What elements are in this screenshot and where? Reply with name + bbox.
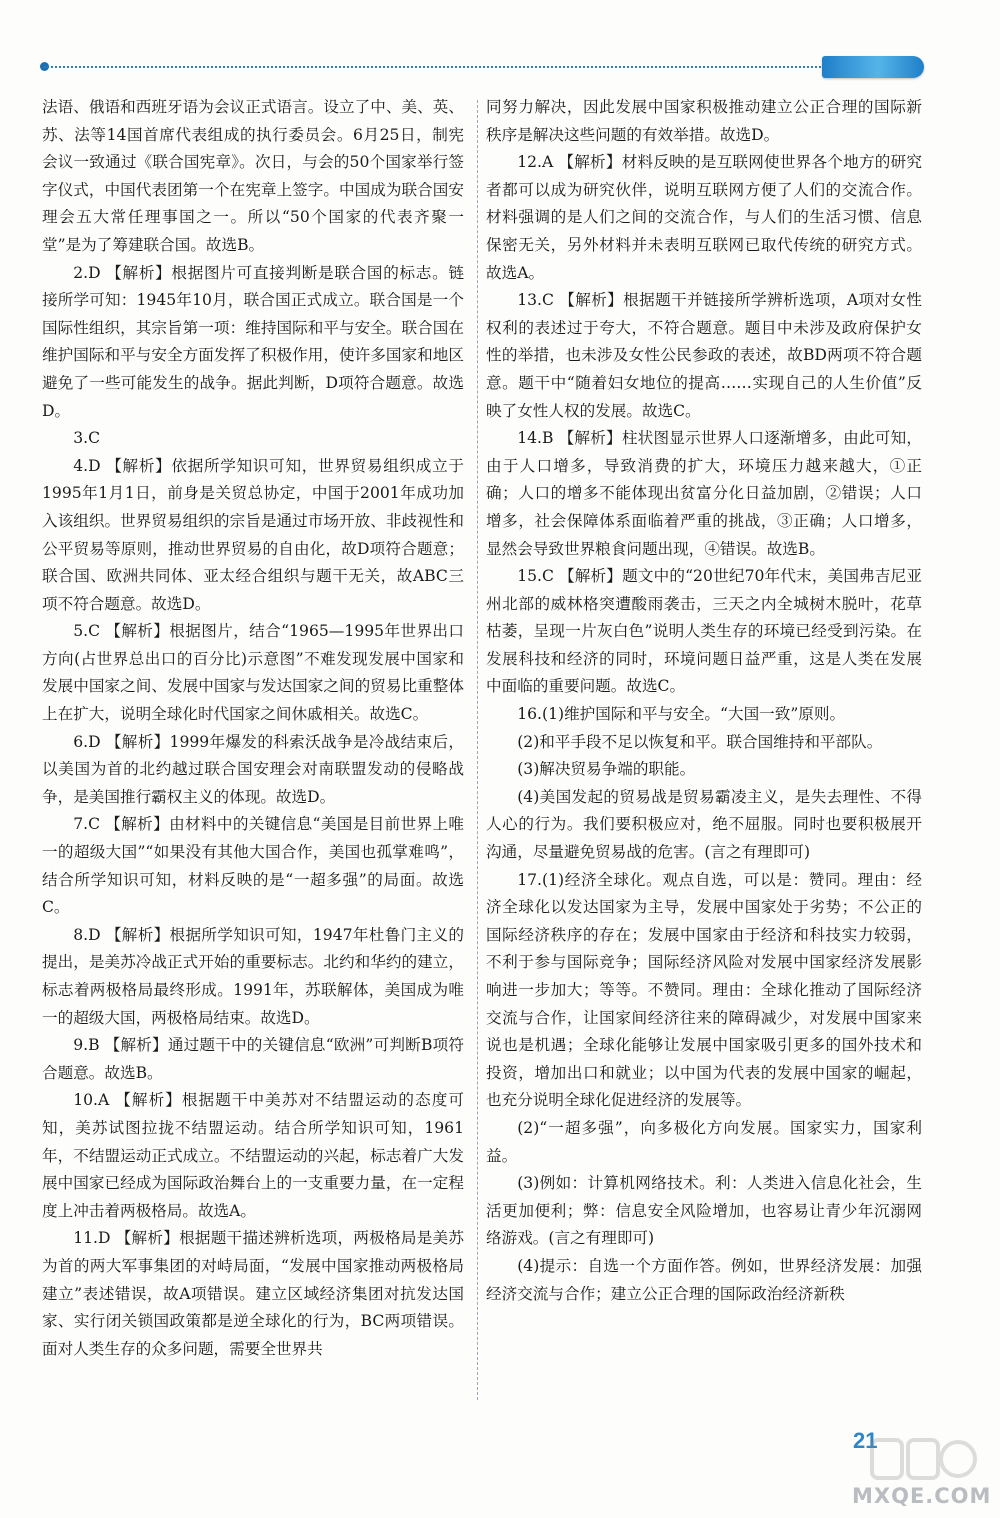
answer-paragraph: (4)提示：自选一个方面作答。例如，世界经济发展：加强经济交流与合作；建立公正合理的国际政治经济新秩 [486, 1256, 922, 1303]
answer-paragraph: 16.(1)维护国际和平与安全。“大国一致”原则。 [517, 705, 846, 724]
answer-paragraph: 5.C 【解析】根据图片，结合“1965—1995年世界出口方向(占世界总出口的百分比)示意图”不难发现发展中国家和发展中国家之间、发展中国家与发达国家之间的贸易比重整体上在扩大，说明全球化时代国家之间休戚相关。故选C。 [42, 622, 464, 724]
right-column [486, 94, 922, 1308]
answer-paragraph: (4)美国发起的贸易战是贸易霸凌主义，是失去理性、不得人心的行为。我们要积极应对，绝不屈服。同时也要积极展开沟通，尽量避免贸易战的危害。(言之有理即可) [486, 787, 922, 862]
answer-paragraph: 10.A 【解析】根据题干中美苏对不结盟运动的态度可知，美苏试图拉拢不结盟运动。结合所学知识可知，1961年，不结盟运动正式成立。不结盟运动的兴起，标志着广大发展中国家已经成为国际政治舞台上的一支重要力量，在一定程度上冲击着两极格局。故选A。 [42, 1091, 464, 1220]
header-badge [822, 56, 924, 78]
header-dotted-rule [44, 66, 829, 68]
answer-paragraph: (3)例如：计算机网络技术。利：人类进入信息化社会，生活更加便利；弊：信息安全风险增加，也容易让青少年沉溺网络游戏。(言之有理即可) [486, 1174, 922, 1248]
answer-paragraph: 14.B 【解析】柱状图显示世界人口逐渐增多，由此可知，由于人口增多，导致消费的扩大，环境压力越来越大，①正确；人口的增多不能体现出贫富分化日益加剧，②错误；人口增多，社会保障体系面临着严重的挑战，③正确；人口增多，显然会导致世界粮食问题出现，④错误。故选B。 [486, 429, 922, 558]
answer-circle-icon [870, 1436, 978, 1482]
answer-paragraph: 13.C 【解析】根据题干并链接所学辨析选项，A项对女性权利的表述过于夸大，不符合题意。题目中未涉及政府保护女性的举措，也未涉及女性公民参政的表述，故BD两项不符合题意。题干中“随着妇女地位的提高……实现自己的人生价值”反映了女性人权的发展。故选C。 [486, 291, 922, 420]
answer-paragraph: 15.C 【解析】题文中的“20世纪70年代末，美国弗吉尼亚州北部的威林格突遭酸雨袭击，三天之内全城树木脱叶，花草枯萎，呈现一片灰白色”说明人类生存的环境已经受到污染。在发展科技和经济的同时，环境问题日益严重，这是人类在发展中面临的重要问题。故选C。 [486, 567, 922, 696]
left-column [42, 94, 464, 1363]
column-divider [477, 100, 478, 1400]
answer-paragraph: 3.C [73, 429, 100, 448]
answer-paragraph: (2)“一超多强”，向多极化方向发展。国家实力，国家利益。 [486, 1118, 922, 1165]
answer-paragraph: 11.D 【解析】根据题干描述辨析选项，两极格局是美苏为首的两大军事集团的对峙局面，“发展中国家推动两极格局建立”表述错误，故A项错误。建立区域经济集团对抗发达国家、实行闭关锁国政策都是逆全球化的行为，BC两项错误。面对人类生存的众多问题，需要全世界共 [42, 1229, 464, 1358]
answer-paragraph: 17.(1)经济全球化。观点自选，可以是：赞同。理由：经济全球化以发达国家为主导，发展中国家处于劣势；不公正的国际经济秩序的存在；发展中国家由于经济和科技实力较弱，不利于参与国际竞争；国际经济风险对发展中国家经济发展影响进一步加大；等等。不赞同。理由：全球化推动了国际经济交流与合作，让国家间经济往来的障碍减少，对发展中国家来说也是机遇；全球化能够让发展中国家吸引更多的国外技术和投资，增加出口和就业；以中国为代表的发展中国家的崛起，也充分说明全球化促进经济的发展等。 [486, 870, 922, 1110]
answer-paragraph: 7.C 【解析】由材料中的关键信息“美国是目前世界上唯一的超级大国”“如果没有其他大国合作，美国也孤掌难鸣”，结合所学知识可知，材料反映的是“一超多强”的局面。故选C。 [42, 815, 464, 917]
answer-paragraph: 4.D 【解析】依据所学知识可知，世界贸易组织成立于1995年1月1日，前身是关贸总协定，中国于2001年成功加入该组织。世界贸易组织的宗旨是通过市场开放、非歧视性和公平贸易等原则，推动世界贸易的自由化，故D项符合题意；联合国、欧洲共同体、亚太经合组织与题干无关，故ABC三项不符合题意。故选D。 [42, 456, 464, 613]
answer-paragraph: 9.B 【解析】通过题干中的关键信息“欧洲”可判断B项符合题意。故选B。 [42, 1036, 464, 1082]
answer-paragraph: 6.D 【解析】1999年爆发的科索沃战争是冷战结束后，以美国为首的北约越过联合国安理会对南联盟发动的侵略战争，是美国推行霸权主义的体现。故选D。 [42, 732, 464, 806]
answer-paragraph: 12.A 【解析】材料反映的是互联网使世界各个地方的研究者都可以成为研究伙伴，说明互联网方便了人们的交流合作。材料强调的是人们之间的交流合作，与人们的生活习惯、信息保密无关，另外材料并未表明互联网已取代传统的研究方式。故选A。 [486, 153, 922, 282]
answer-paragraph: (3)解决贸易争端的职能。 [517, 760, 696, 779]
watermark-text: MXQE.COM [852, 1484, 992, 1508]
answer-paragraph: 法语、俄语和西班牙语为会议正式语言。设立了中、美、英、苏、法等14国首席代表组成的执行委员会。6月25日，制宪会议一致通过《联合国宪章》。次日，与会的50个国家举行签字仪式，中国代表团第一个在宪章上签字。中国成为联合国安理会五大常任理事国之一。所以“50个国家的代表齐聚一堂”是为了筹建联合国。故选B。 [42, 98, 464, 254]
answer-paragraph: 同努力解决，因此发展中国家积极推动建立公正合理的国际新秩序是解决这些问题的有效举措。故选D。 [486, 98, 922, 144]
page-number: 21 [853, 1428, 878, 1453]
answer-paragraph: 8.D 【解析】根据所学知识可知，1947年杜鲁门主义的提出，是美苏冷战正式开始的重要标志。北约和华约的建立，标志着两极格局最终形成。1991年，苏联解体，美国成为唯一的超级大国，两极格局结束。故选D。 [42, 925, 464, 1027]
answer-paragraph: (2)和平手段不足以恢复和平。联合国维持和平部队。 [517, 732, 883, 751]
answer-paragraph: 2.D 【解析】根据图片可直接判断是联合国的标志。链接所学可知：1945年10月，联合国正式成立。联合国是一个国际性组织，其宗旨第一项：维持国际和平与安全。联合国在维护国际和平与安全方面发挥了积极作用，使许多国家和地区避免了一些可能发生的战争。据此判断，D项符合题意。故选D。 [42, 263, 464, 420]
